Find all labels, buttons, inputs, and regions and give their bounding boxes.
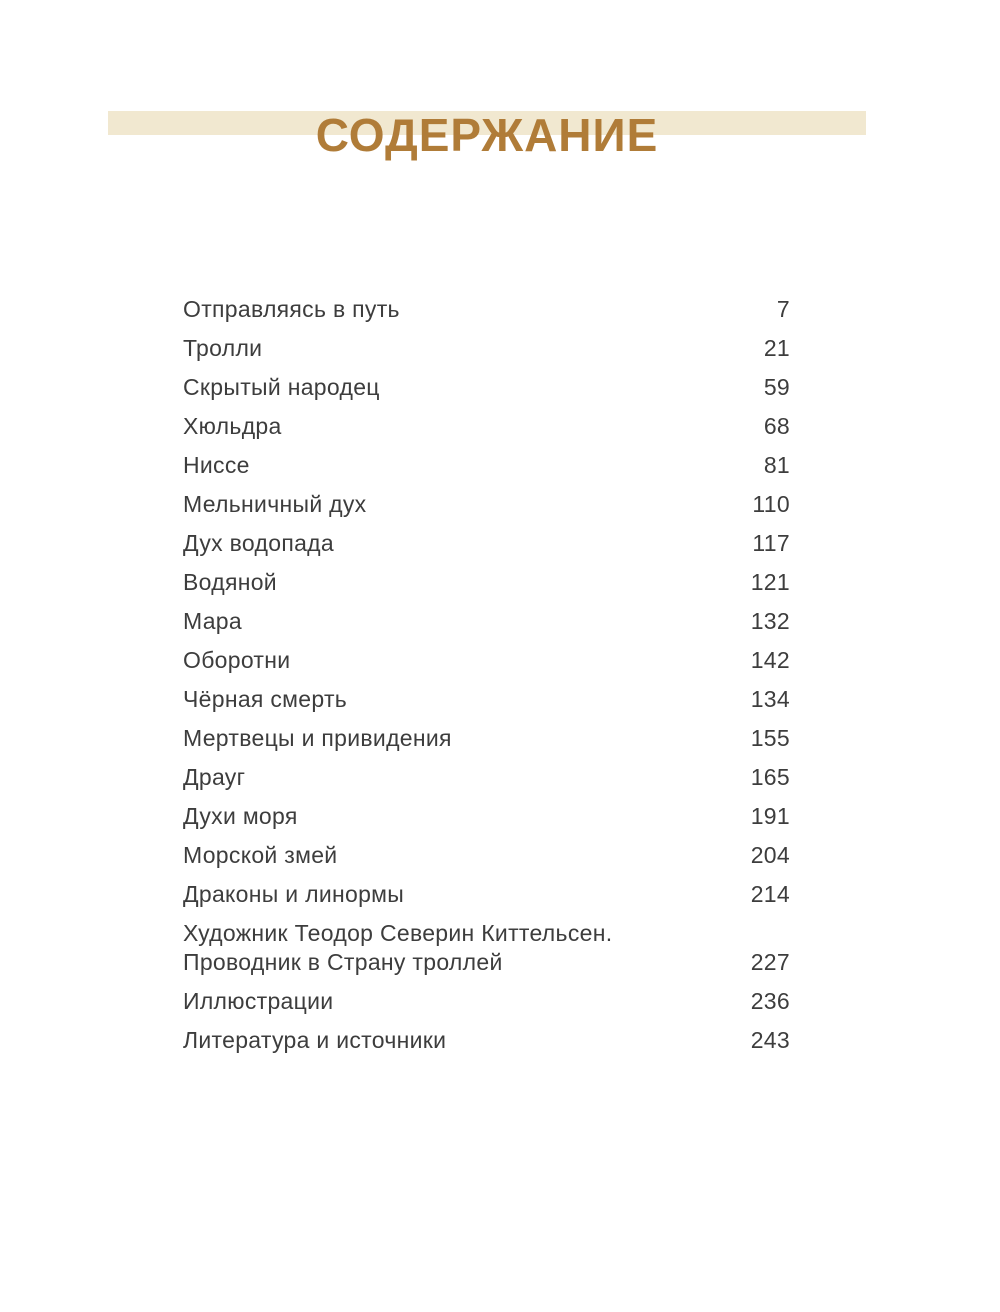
toc-entry-title-line1: Иллюстрации (183, 988, 334, 1014)
toc-entry (183, 1021, 790, 1060)
toc-entry-title (183, 758, 245, 797)
toc-entry-title-line1: Отправляясь в путь (183, 296, 400, 322)
toc-entry (183, 563, 790, 602)
toc-entry-page: 243 (750, 1027, 790, 1053)
toc-entry-title (183, 919, 612, 977)
toc-entry (183, 290, 790, 329)
toc-entry-title-line1: Духи моря (183, 803, 298, 829)
toc-entry-title-line1: Мара (183, 608, 242, 634)
toc-entry (183, 680, 790, 719)
toc-entry-page: 117 (752, 530, 790, 556)
toc-entry-page: 142 (750, 647, 790, 673)
toc-entry-page: 134 (750, 686, 790, 712)
toc-entry-title (183, 368, 380, 407)
toc-entry-page: 7 (776, 296, 790, 322)
page-title: СОДЕРЖАНИЕ (315, 109, 659, 161)
toc-entry-title (183, 836, 337, 875)
toc-entry (183, 914, 790, 982)
toc-entry (183, 524, 790, 563)
toc-entry-title-line1: Художник Теодор Северин Киттельсен. (183, 920, 613, 946)
toc-entry (183, 982, 790, 1021)
toc-entry-title (183, 680, 347, 719)
toc-entry-page: 227 (750, 949, 790, 975)
toc-entry-page: 110 (752, 491, 790, 517)
toc-entry-title-line1: Оборотни (183, 647, 291, 673)
toc-entry (183, 407, 790, 446)
toc-entry-title (183, 1021, 446, 1060)
toc-entry-page: 191 (750, 803, 790, 829)
toc-entry-page: 59 (763, 374, 790, 400)
toc-entry-page: 236 (750, 988, 790, 1014)
toc-entry-page: 214 (750, 881, 790, 907)
toc-entry-title-line1: Тролли (183, 335, 263, 361)
toc-entry-title (183, 446, 250, 485)
toc-entry (183, 368, 790, 407)
toc-entry-page: 132 (750, 608, 790, 634)
toc-entry (183, 797, 790, 836)
toc-entry-title-line1: Чёрная смерть (183, 686, 348, 712)
toc-entry (183, 719, 790, 758)
toc-entry (183, 485, 790, 524)
toc-entry-title-line1: Скрытый народец (183, 374, 380, 400)
toc-entry-title-line1: Мельничный дух (183, 491, 367, 517)
toc-entry-page: 155 (750, 725, 790, 751)
toc-entry-title-line1: Ниссе (183, 452, 250, 478)
toc-entry-title (183, 719, 452, 758)
toc-entry (183, 329, 790, 368)
toc-entry-title (183, 602, 242, 641)
toc-entry-page: 165 (750, 764, 790, 790)
toc-entry (183, 641, 790, 680)
toc-entry (183, 446, 790, 485)
toc-entry-title (183, 641, 290, 680)
toc-entry-title (183, 875, 404, 914)
toc-entry-title (183, 485, 366, 524)
toc-entry-page: 68 (763, 413, 790, 439)
toc-list (183, 290, 790, 1060)
toc-entry-title (183, 524, 334, 563)
toc-entry (183, 875, 790, 914)
toc-entry-title-line1: Драконы и линормы (183, 881, 405, 907)
toc-entry-title-line1: Драуг (183, 764, 246, 790)
toc-entry-title-line1: Мертвецы и привидения (183, 725, 452, 751)
toc-entry (183, 758, 790, 797)
toc-entry-page: 81 (763, 452, 790, 478)
toc-entry (183, 602, 790, 641)
toc-entry-page: 204 (750, 842, 790, 868)
toc-entry-title-line1: Хюльдра (183, 413, 282, 439)
toc-entry-title (183, 329, 262, 368)
toc-entry (183, 836, 790, 875)
toc-entry-title-line1: Литература и источники (183, 1027, 447, 1053)
toc-entry-title (183, 563, 277, 602)
toc-entry-title-line2: Проводник в Страну троллей (183, 949, 503, 975)
toc-entry-title-line1: Морской змей (183, 842, 338, 868)
toc-entry-title (183, 407, 282, 446)
toc-entry-title-line1: Дух водопада (183, 530, 334, 556)
toc-entry-title (183, 797, 298, 836)
toc-entry-title (183, 982, 333, 1021)
toc-entry-page: 121 (750, 569, 790, 595)
toc-entry-page: 21 (763, 335, 790, 361)
toc-entry-title-line1: Водяной (183, 569, 277, 595)
toc-entry-title (183, 290, 400, 329)
